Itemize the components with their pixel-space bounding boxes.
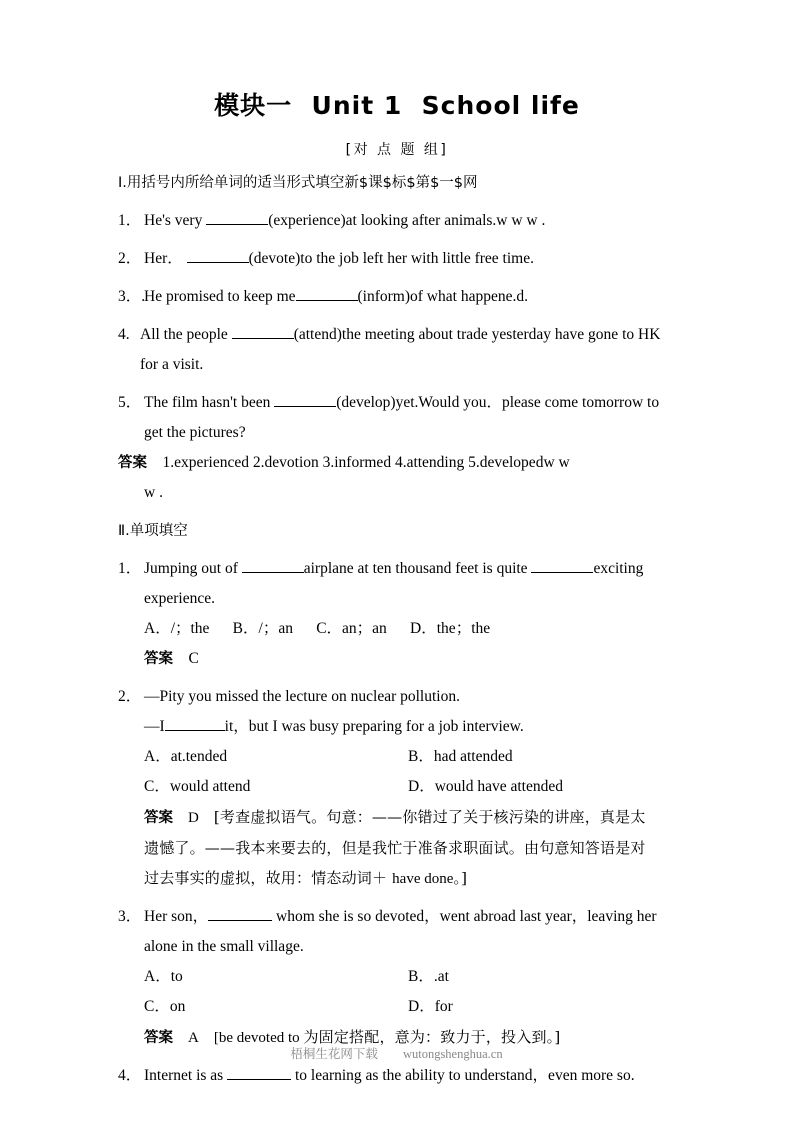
- question-number: 2．: [118, 688, 142, 705]
- option-d[interactable]: D．for: [408, 998, 453, 1015]
- section-title-2: .单项填空: [125, 523, 188, 539]
- question-text-after: (attend)the meeting about trade yesterday have gone to HK: [293, 326, 661, 343]
- fill-blank[interactable]: [232, 325, 294, 339]
- question-item: [118, 244, 676, 274]
- question-item: [118, 902, 676, 962]
- dialogue-line-2-after: it，but I was busy preparing for a job interview.: [224, 718, 524, 735]
- question-text-line2: experience.: [144, 590, 215, 607]
- option-grid: [144, 962, 676, 1022]
- question-number: 3．.: [118, 288, 146, 305]
- section-heading-2: [118, 516, 676, 546]
- answer-label: 答案: [118, 455, 147, 471]
- option-b[interactable]: B．.at: [408, 968, 449, 985]
- question-number: 1．: [118, 212, 142, 229]
- answer-value-line2: w .: [144, 484, 163, 501]
- explanation-line-2: 遗憾了。——我本来要去的，但是我忙于准备求职面试。由句意知答语是对: [144, 839, 646, 857]
- explanation-line-1: [考查虚拟语气。句意：——你错过了关于核污染的讲座，真是太: [213, 808, 646, 826]
- answer-value: 1.experienced 2.devotion 3.informed 4.attending 5.developedw w: [162, 454, 570, 471]
- fill-blank[interactable]: [165, 717, 225, 731]
- question-text: [144, 1061, 676, 1091]
- question-text-before: Internet is as: [144, 1067, 228, 1084]
- fill-blank[interactable]: [274, 393, 336, 407]
- section-heading-1: [118, 168, 676, 198]
- answer-line: [118, 448, 676, 478]
- option-row-inline[interactable]: A．/；the B．/；an C．an；an D．the；the: [144, 620, 491, 637]
- fill-blank[interactable]: [242, 559, 304, 573]
- option-row: [144, 742, 676, 772]
- question-text-after: (devote)to the job left her with little free time.: [248, 250, 534, 267]
- question-number: 1．: [118, 560, 142, 577]
- document-content: [118, 86, 676, 1091]
- question-item: [118, 320, 676, 380]
- fill-blank[interactable]: [208, 907, 272, 921]
- fill-blank[interactable]: [187, 249, 249, 263]
- watermark-site: wutongshenghua.cn: [402, 1047, 503, 1061]
- question-number: 2．: [118, 250, 142, 267]
- fill-blank[interactable]: [206, 211, 268, 225]
- dialogue-line-1: —Pity you missed the lecture on nuclear pollution.: [144, 688, 460, 705]
- question-text-mid: airplane at ten thousand feet is quite: [303, 560, 532, 577]
- option-c[interactable]: C．would attend: [144, 778, 251, 795]
- question-text-after: (experience)at looking after animals.w w w .: [268, 212, 546, 229]
- question-text: [140, 320, 676, 380]
- question-text: [144, 206, 676, 236]
- question-text-before: Jumping out of: [144, 560, 242, 577]
- answer-value: D: [188, 810, 199, 826]
- dialogue-line-2-before: —I: [144, 718, 165, 735]
- question-text: [144, 682, 676, 742]
- explanation-line-3: 过去事实的虚拟，故用：情态动词＋: [144, 869, 393, 887]
- option-b[interactable]: B．had attended: [408, 748, 513, 765]
- section-title-1: .用括号内所给单词的适当形式填空新$课$标$第$一$网: [122, 175, 478, 191]
- question-text: [144, 244, 676, 274]
- explanation-cn: 为固定搭配，意为：致力于，投入到。]: [303, 1028, 561, 1046]
- answer-label: 答案: [144, 1030, 173, 1046]
- explanation-line-3-tail: 。]: [453, 869, 468, 887]
- option-grid: [144, 742, 676, 802]
- question-text-after: (develop)yet.Would you．please come tomorrow to: [336, 394, 660, 411]
- question-item: [118, 1061, 676, 1091]
- answer-value: C: [188, 650, 199, 667]
- question-text: [144, 554, 676, 614]
- question-number: 4．: [118, 1067, 142, 1084]
- option-row: [144, 992, 676, 1022]
- question-text-before: He's very: [144, 212, 207, 229]
- footer-watermark: [0, 1044, 793, 1062]
- page-subtitle: [对 点 题 组]: [345, 142, 449, 158]
- question-item: [118, 206, 676, 236]
- question-text-after: (inform)of what happene.d.: [357, 288, 528, 305]
- answer-value: A: [188, 1030, 199, 1046]
- question-text-before: He promised to keep me: [144, 288, 296, 305]
- question-number: 4.: [118, 326, 130, 343]
- question-item: [118, 554, 676, 614]
- answer-label: 答案: [144, 810, 173, 826]
- watermark-cn: 梧桐生花网下载: [290, 1046, 378, 1061]
- question-text-before: Her．: [144, 250, 187, 267]
- question-item: [118, 388, 676, 448]
- fill-blank[interactable]: [296, 287, 358, 301]
- question-text-after: whom she is so devoted，went abroad last year，leaving her: [272, 908, 657, 925]
- option-a[interactable]: A．at.tended: [144, 748, 228, 765]
- question-text: [144, 902, 676, 962]
- question-number: 5．: [118, 394, 142, 411]
- fill-blank[interactable]: [227, 1066, 291, 1080]
- question-text: [144, 282, 676, 312]
- question-item: [118, 682, 676, 742]
- answer-line-continued: [144, 478, 676, 508]
- option-a[interactable]: A．to: [144, 968, 183, 985]
- answer-label: 答案: [144, 651, 173, 667]
- question-text-line2: get the pictures?: [144, 424, 246, 441]
- question-text-before: The film hasn't been: [144, 394, 275, 411]
- question-item: [118, 282, 676, 312]
- explanation-en: [be devoted to: [213, 1030, 304, 1046]
- question-text-before: Her son，: [144, 908, 209, 925]
- option-c[interactable]: C．on: [144, 998, 186, 1015]
- question-text-line2: for a visit.: [140, 356, 204, 373]
- option-row: [144, 962, 676, 992]
- question-text: [144, 388, 676, 448]
- explanation-line-3-en: have done: [392, 871, 454, 887]
- option-d[interactable]: D．would have attended: [408, 778, 563, 795]
- section-roman-2: Ⅱ: [118, 523, 126, 539]
- question-text-after: to learning as the ability to understand，even more so.: [291, 1067, 635, 1084]
- section-roman-1: Ⅰ: [118, 175, 123, 191]
- question-text-after: exciting: [593, 560, 644, 577]
- question-text-before: All the people: [140, 326, 232, 343]
- fill-blank[interactable]: [531, 559, 593, 573]
- question-number: 3．: [118, 908, 142, 925]
- answer-explanation: [144, 802, 676, 894]
- page-title: 模块一 Unit 1 School life: [214, 91, 580, 120]
- question-text-line2: alone in the small village.: [144, 938, 304, 955]
- answer-line: [144, 644, 676, 674]
- option-row: [144, 772, 676, 802]
